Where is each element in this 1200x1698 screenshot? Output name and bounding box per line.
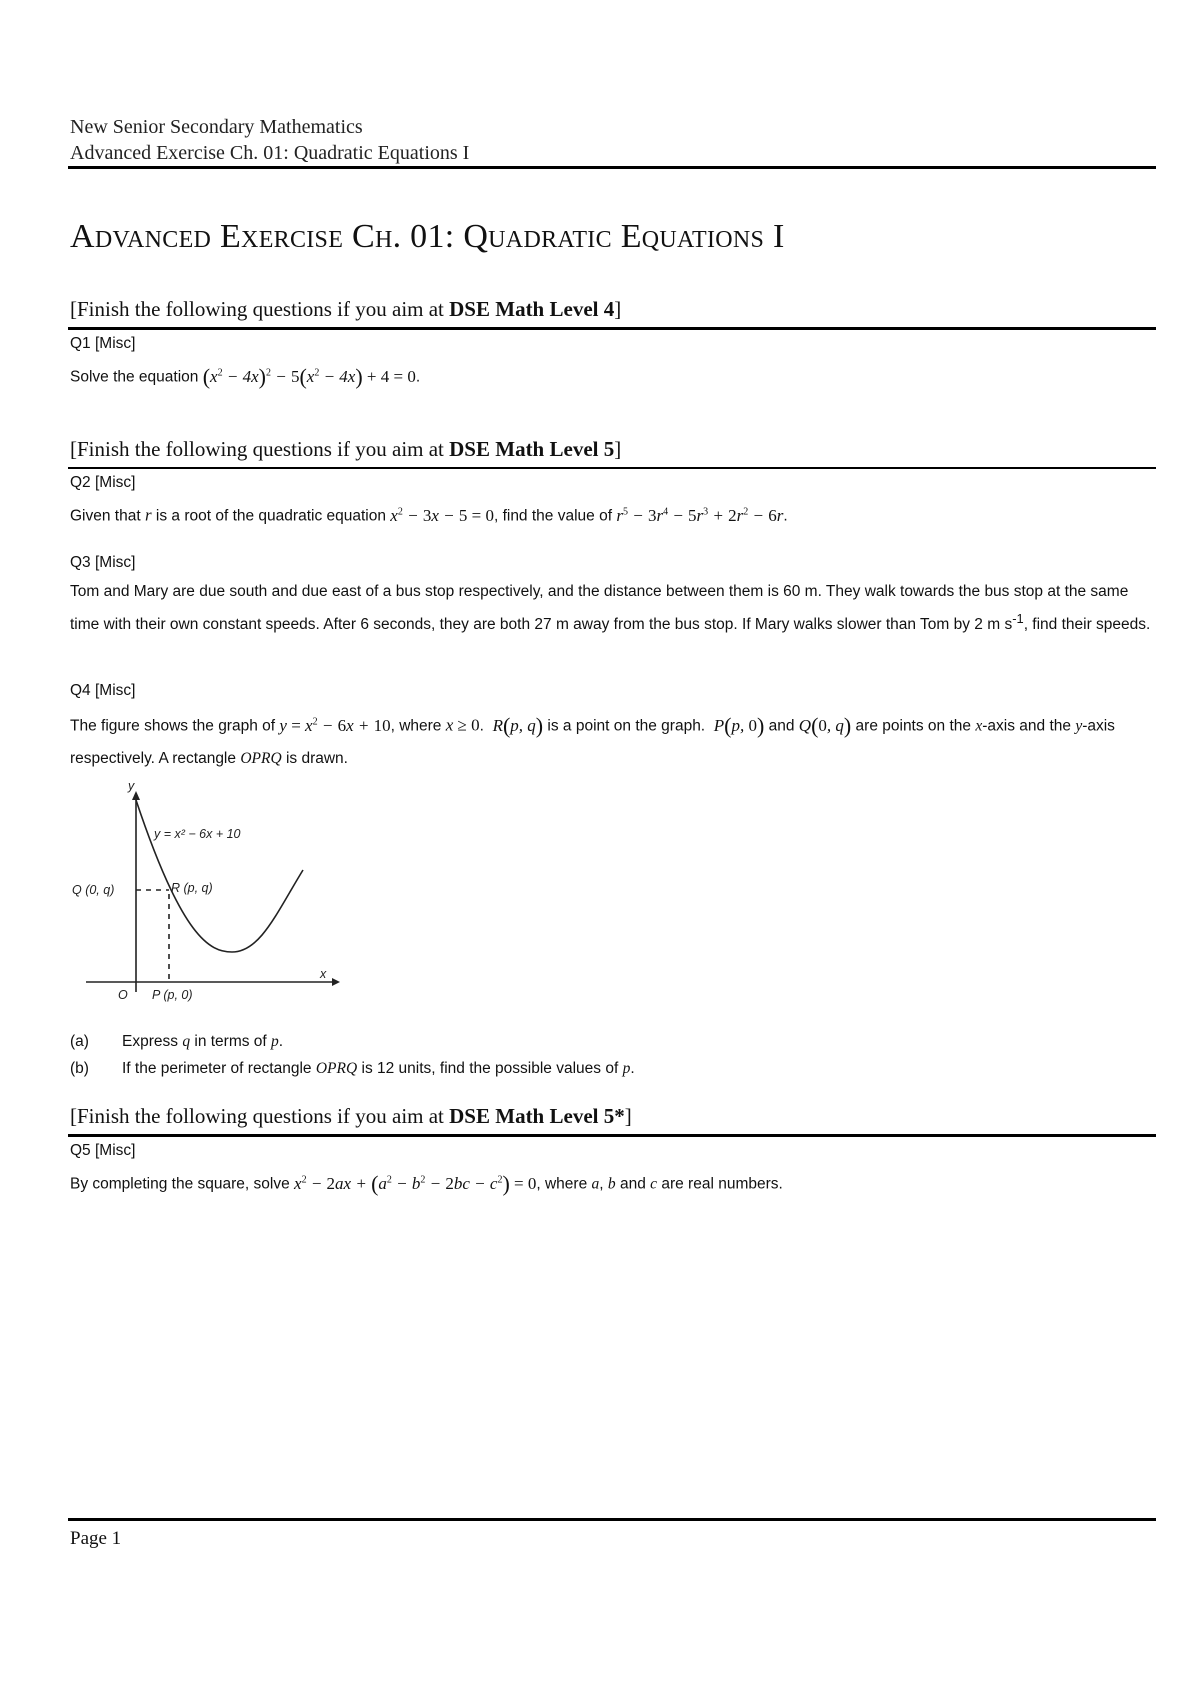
question-5-equation: $x^2 - 2ax + (a^2 - b^2 - 2bc - c^2) = 0$ [294,1170,537,1196]
y-axis-label: y [128,780,135,793]
question-4-text: The figure shows the graph of $y = x^2 - 6x + 10$, where x ≥ 0. R(p, q) is a point on the graph. P(p, 0) and Q(0, q) are points on the x-axis and the y-axis respectively. A rectangle OPRQ is drawn. [70,712,1115,767]
question-2-expression: $r^5 - 3r^4 - 5r^3 + 2r^2 - 6r$ [616,505,784,525]
level-5-heading: [Finish the following questions if you aim at DSE Math Level 5] [70,437,622,461]
level-5-rule [68,467,1156,469]
question-5-label: Q5 [Misc] [70,1142,136,1159]
question-2 [70,472,1156,530]
quadratic-graph-figure [70,780,340,1005]
footer-rule [68,1518,1156,1521]
question-3 [70,552,1156,638]
question-3-text: Tom and Mary are due south and due east of a bus stop respectively, and the distance between them is 60 m. They walk towards the bus stop at the same time with their own constant speeds. After 6 seconds, they are both 27 m away from the bus stop. If Mary walks slower than Tom by 2 m $s^{-1}$, find their speeds. [70,583,1151,634]
question-1 [70,333,1156,391]
question-3-label: Q3 [Misc] [70,554,136,571]
header-chapter: Advanced Exercise Ch. 01: Quadratic Equations I [70,142,470,164]
running-header [70,114,469,166]
level-4-rule [68,327,1156,330]
origin-label: O [118,988,128,1002]
question-4-part-a: (a) Express q in terms of p. [70,1033,284,1050]
question-4-label: Q4 [Misc] [70,682,136,699]
question-5 [70,1140,1156,1198]
page-number: Page 1 [70,1528,122,1549]
level-5star-heading: [Finish the following questions if you aim at DSE Math Level 5*] [70,1104,632,1128]
header-rule [68,166,1156,169]
level-5star-rule [68,1134,1156,1137]
question-1-equation: $(x^2 - 4x)^2 - 5(x^2 - 4x) + 4 = 0$ [202,363,416,389]
q-point-label: Q (0, q) [72,883,115,897]
question-2-equation: $x^2 - 3x - 5 = 0$ [390,505,494,525]
question-1-text: Solve the equation $(x^2 - 4x)^2 - 5(x^2 - 4x) + 4 = 0$. [70,363,421,389]
question-2-text: Given that r is a root of the quadratic equation $x^2 - 3x - 5 = 0$, find the value of $r^5 - 3r^4 - 5r^3 + 2r^2 - 6r$. [70,505,788,525]
question-4-parts [70,1028,635,1082]
question-1-label: Q1 [Misc] [70,335,136,352]
x-axis-label: x [320,967,327,981]
question-5-text: By completing the square, solve $x^2 - 2ax + (a^2 - b^2 - 2bc - c^2) = 0$, where a, b and c are real numbers. [70,1170,783,1196]
question-2-label: Q2 [Misc] [70,474,136,491]
level-4-heading: [Finish the following questions if you aim at DSE Math Level 4] [70,297,622,321]
curve-label: y = x² − 6x + 10 [154,827,241,841]
header-series: New Senior Secondary Mathematics [70,116,363,138]
r-point-label: R (p, q) [171,881,213,895]
x-axis-arrow [332,978,340,986]
p-point-label: P (p, 0) [152,988,193,1002]
question-4-part-b: (b) If the perimeter of rectangle OPRQ is 12 units, find the possible values of p. [70,1060,635,1077]
document-title: Advanced Exercise Ch. 01: Quadratic Equations I [70,218,785,255]
question-4 [70,680,1156,775]
parabola-curve [136,800,303,952]
